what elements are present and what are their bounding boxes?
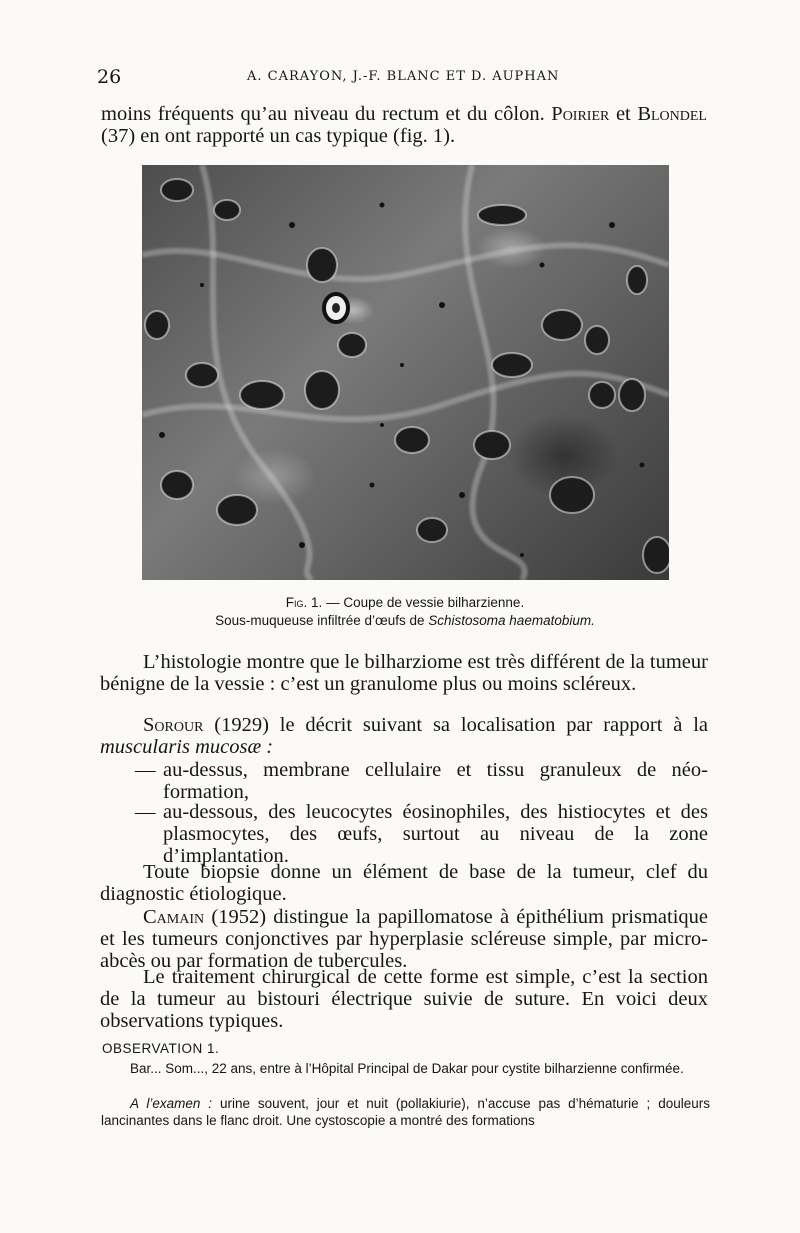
observation-patient: Bar... Som..., 22 ans, entre à l’Hôpital Principal de Dakar pour cystite bilharzienne confirmée. — [130, 1061, 684, 1076]
figure-caption — [100, 594, 710, 630]
paragraph-traitement: Le traitement chirurgical de cette forme est simple, c’est la section de la tumeur au bistouri électrique suivie de suture. En voici deux observations typiques. — [100, 966, 708, 1032]
paragraph-biopsie: Toute biopsie donne un élément de base de la tumeur, clef du diagnostic étiologique. — [100, 861, 708, 905]
caption-description: Sous-muqueuse infiltrée d’œufs de — [215, 613, 425, 628]
caption-line-1 — [100, 594, 710, 612]
caption-species: Schistosoma haematobium. — [428, 613, 595, 628]
observation-examen — [101, 1095, 710, 1129]
author-poirier: Poirier — [551, 103, 610, 125]
author-sorour: Sorour — [143, 714, 204, 736]
intro-paragraph — [101, 103, 707, 147]
intro-text-c: (37) en ont rapporté un cas typique (fig. 1). — [101, 125, 456, 147]
paragraph-histologie: L’histologie montre que le bilharziome est très différent de la tumeur bénigne de la vessie : c’est un granulome plus ou moins scléreux. — [100, 651, 708, 695]
page-number: 26 — [97, 66, 122, 88]
sorour-text: (1929) le décrit suivant sa localisation par rapport à la — [214, 714, 708, 736]
running-head: A. CARAYON, J.-F. BLANC ET D. AUPHAN — [247, 69, 560, 84]
list-item-text: au-dessous, des leucocytes éosinophiles, des histiocytes et des plasmocytes, des œufs, surtout au niveau de la zone d’implantation. — [163, 801, 708, 867]
author-camain: Camain — [143, 906, 205, 928]
figure-label: Fig. 1. — [285, 595, 323, 610]
histology-micrograph-icon — [142, 165, 669, 580]
camain-text: (1952) distingue la papillomatose à épithélium prismatique et les tumeurs conjonctives par hyperplasie scléreuse simple, par micro-abcès ou par formation de tubercules. — [100, 906, 708, 972]
page-header — [97, 66, 709, 90]
figure-1-micrograph — [142, 165, 669, 580]
list-dash: — — [135, 801, 156, 823]
intro-text-a: moins fréquents qu’au niveau du rectum et du côlon. — [101, 103, 545, 125]
caption-line-2 — [100, 612, 710, 630]
list-dash: — — [135, 759, 156, 781]
observation-heading: OBSERVATION 1. — [102, 1041, 220, 1056]
caption-dash: — — [326, 595, 340, 610]
paragraph-sorour — [100, 714, 708, 758]
paragraph-camain — [100, 906, 708, 972]
examen-label: A l’examen : — [130, 1096, 213, 1111]
intro-text-b: et — [615, 103, 631, 125]
examen-text: urine souvent, jour et nuit (pollakiurie), n’accuse pas d’hématurie ; douleurs lancinantes dans le flanc droit. Une cystoscopie a montré des formations — [101, 1096, 710, 1128]
list-item-text: au-dessus, membrane cellulaire et tissu granuleux de néo-formation, — [163, 759, 708, 803]
muscularis-mucosae: muscularis mucosæ : — [100, 736, 274, 758]
caption-title: Coupe de vessie bilharzienne. — [343, 595, 525, 610]
author-blondel: Blondel — [637, 103, 707, 125]
